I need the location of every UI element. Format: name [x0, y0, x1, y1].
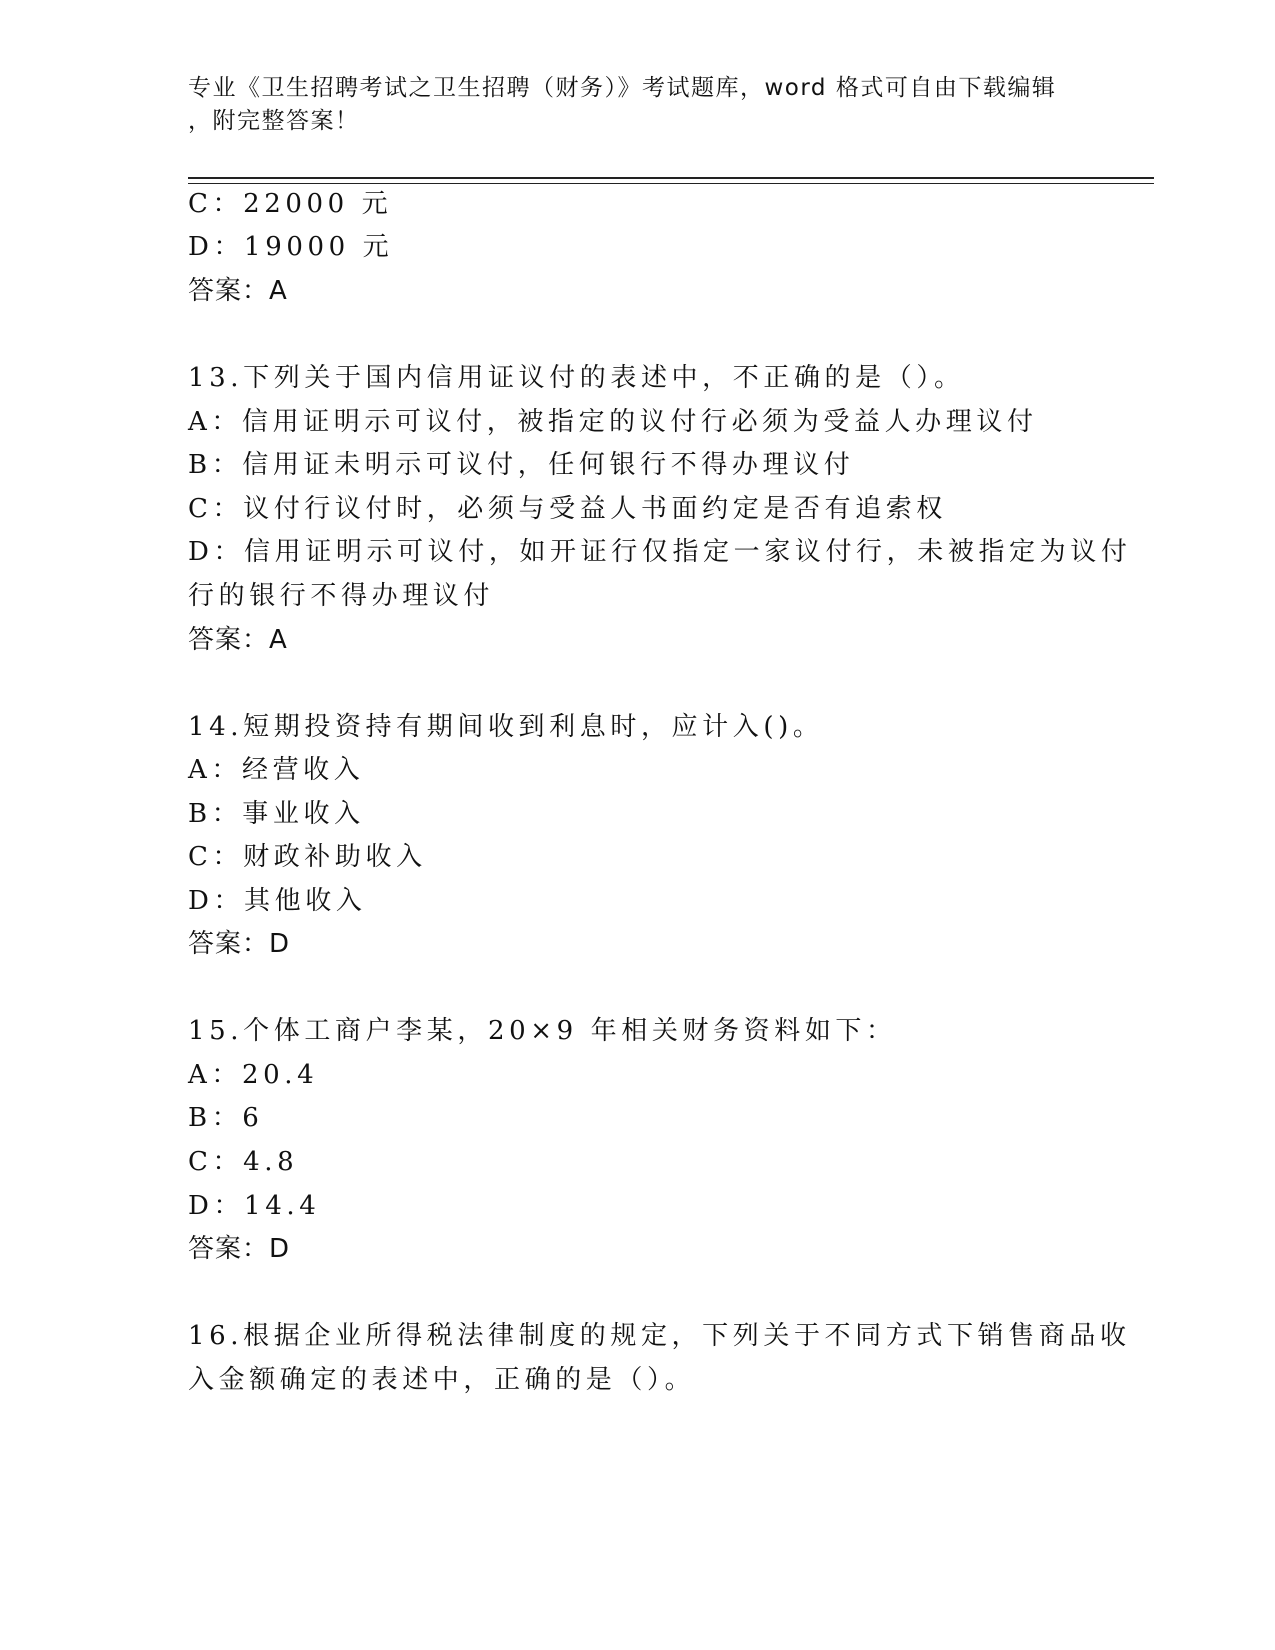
q16-question-line2: 入金额确定的表述中，正确的是（）。	[188, 1365, 696, 1395]
q15-option-b: B：6	[188, 1103, 264, 1133]
header-line-2: ，附完整答案！	[188, 108, 360, 134]
q15-option-c: C：4.8	[188, 1147, 299, 1177]
q13-question: 13.下列关于国内信用证议付的表述中，不正确的是（）。	[188, 363, 965, 393]
q14-answer: 答案：D	[188, 929, 291, 959]
q14-question: 14.短期投资持有期间收到利息时，应计入()。	[188, 712, 824, 742]
q14-option-d: D：其他收入	[188, 886, 367, 916]
q13-option-a: A：信用证明示可议付，被指定的议付行必须为受益人办理议付	[188, 407, 1038, 437]
q15-answer: 答案：D	[188, 1234, 291, 1264]
q13-option-c: C：议付行议付时，必须与受益人书面约定是否有追索权	[188, 494, 947, 524]
q13-answer: 答案：A	[188, 625, 288, 655]
q15-question: 15.个体工商户李某，20×9 年相关财务资料如下：	[188, 1016, 897, 1046]
q15-option-d: D：14.4	[188, 1191, 321, 1221]
q12-answer: 答案：A	[188, 276, 288, 306]
q14-option-b: B：事业收入	[188, 799, 365, 829]
header-rule-thick	[188, 177, 1154, 179]
q16-question-line1: 16.根据企业所得税法律制度的规定，下列关于不同方式下销售商品收	[188, 1321, 1131, 1351]
document-header	[188, 72, 1088, 138]
q13-option-b: B：信用证未明示可议付，任何银行不得办理议付	[188, 450, 855, 480]
q14-option-c: C：财政补助收入	[188, 842, 427, 872]
q15-option-a: A：20.4	[188, 1060, 319, 1090]
q12-option-c: C：22000 元	[188, 189, 393, 219]
q13-option-d-line2: 行的银行不得办理议付	[188, 581, 495, 611]
q12-option-d: D：19000 元	[188, 232, 394, 262]
q14-option-a: A：经营收入	[188, 755, 365, 785]
q13-option-d-line1: D：信用证明示可议付，如开证行仅指定一家议付行，未被指定为议付	[188, 537, 1132, 567]
header-rule-thin	[188, 183, 1154, 184]
header-line-1: 专业《卫生招聘考试之卫生招聘（财务）》考试题库，word 格式可自由下载编辑	[188, 75, 1057, 101]
